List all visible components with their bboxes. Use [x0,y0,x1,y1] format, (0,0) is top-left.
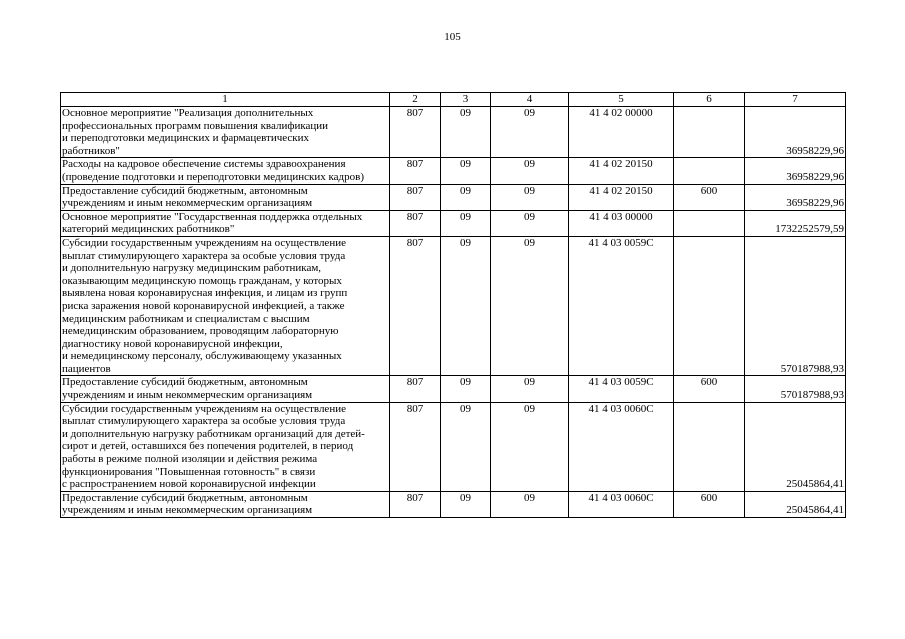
header-cell: 6 [674,93,745,107]
section-code: 09 [441,402,491,491]
amount: 25045864,41 [745,491,846,517]
target-article-code: 41 4 03 0059C [569,376,674,402]
item-name: Субсидии государственным учреждениям на осуществление выплат стимулирующего характера за особые условия труда и дополнительную нагрузку работникам организаций для детей- сирот и детей, оставшихся без попечения родителей, в период работы в режиме полной изоляции и действия режима функционирования "Повышенная готовность" в связи с распространением новой коронавирусной инфекции [61,402,390,491]
table-row [61,210,846,236]
expense-type-code [674,158,745,184]
amount: 36958229,96 [745,107,846,158]
page-number: 105 [444,31,461,43]
section-code: 09 [441,107,491,158]
item-name: Основное мероприятие "Государственная поддержка отдельных категорий медицинских работников" [61,210,390,236]
expense-type-code: 600 [674,491,745,517]
header-cell: 4 [491,93,569,107]
header-row [61,93,846,107]
target-article-code: 41 4 03 0060C [569,491,674,517]
subsection-code: 09 [491,210,569,236]
amount: 1732252579,59 [745,210,846,236]
table-row [61,402,846,491]
amount: 36958229,96 [745,184,846,210]
table-row [61,158,846,184]
item-name: Предоставление субсидий бюджетным, автономным учреждениям и иным некоммерческим организациям [61,491,390,517]
ministry-code: 807 [390,491,441,517]
subsection-code: 09 [491,491,569,517]
item-name: Расходы на кадровое обеспечение системы здравоохранения (проведение подготовки и переподготовки медицинских кадров) [61,158,390,184]
ministry-code: 807 [390,158,441,184]
target-article-code: 41 4 03 00000 [569,210,674,236]
subsection-code: 09 [491,184,569,210]
ministry-code: 807 [390,107,441,158]
header-cell: 5 [569,93,674,107]
section-code: 09 [441,184,491,210]
expense-type-code [674,107,745,158]
header-cell: 1 [61,93,390,107]
subsection-code: 09 [491,236,569,376]
amount: 25045864,41 [745,402,846,491]
expense-type-code [674,402,745,491]
ministry-code: 807 [390,210,441,236]
item-name: Основное мероприятие "Реализация дополнительных профессиональных программ повышения квалификации и переподготовки медицинских и фармацевтических работников" [61,107,390,158]
item-name: Предоставление субсидий бюджетным, автономным учреждениям и иным некоммерческим организациям [61,184,390,210]
expense-type-code: 600 [674,184,745,210]
expense-type-code: 600 [674,376,745,402]
table-row [61,184,846,210]
header-cell: 7 [745,93,846,107]
target-article-code: 41 4 02 00000 [569,107,674,158]
header-cell: 2 [390,93,441,107]
expense-type-code [674,236,745,376]
ministry-code: 807 [390,402,441,491]
subsection-code: 09 [491,158,569,184]
subsection-code: 09 [491,376,569,402]
subsection-code: 09 [491,402,569,491]
target-article-code: 41 4 03 0059C [569,236,674,376]
table-row [61,236,846,376]
target-article-code: 41 4 02 20150 [569,158,674,184]
ministry-code: 807 [390,236,441,376]
target-article-code: 41 4 03 0060C [569,402,674,491]
ministry-code: 807 [390,376,441,402]
amount: 570187988,93 [745,236,846,376]
table-row [61,107,846,158]
budget-table [60,92,846,518]
ministry-code: 807 [390,184,441,210]
expense-type-code [674,210,745,236]
item-name: Субсидии государственным учреждениям на осуществление выплат стимулирующего характера за особые условия труда и дополнительную нагрузку медицинским работникам, оказывающим медицинскую помощь гражданам, у которых выявлена новая коронавирусная инфекция, и лицам из групп риска заражения новой коронавирусной инфекцией, а также медицинским работникам и специалистам с высшим немедицинским образованием, проводящим лабораторную диагностику новой коронавирусной инфекции, и немедицинскому персоналу, обслуживающему указанных пациентов [61,236,390,376]
target-article-code: 41 4 02 20150 [569,184,674,210]
subsection-code: 09 [491,107,569,158]
section-code: 09 [441,158,491,184]
section-code: 09 [441,491,491,517]
section-code: 09 [441,376,491,402]
section-code: 09 [441,210,491,236]
table-row [61,376,846,402]
header-cell: 3 [441,93,491,107]
amount: 570187988,93 [745,376,846,402]
item-name: Предоставление субсидий бюджетным, автономным учреждениям и иным некоммерческим организациям [61,376,390,402]
table-row [61,491,846,517]
section-code: 09 [441,236,491,376]
amount: 36958229,96 [745,158,846,184]
